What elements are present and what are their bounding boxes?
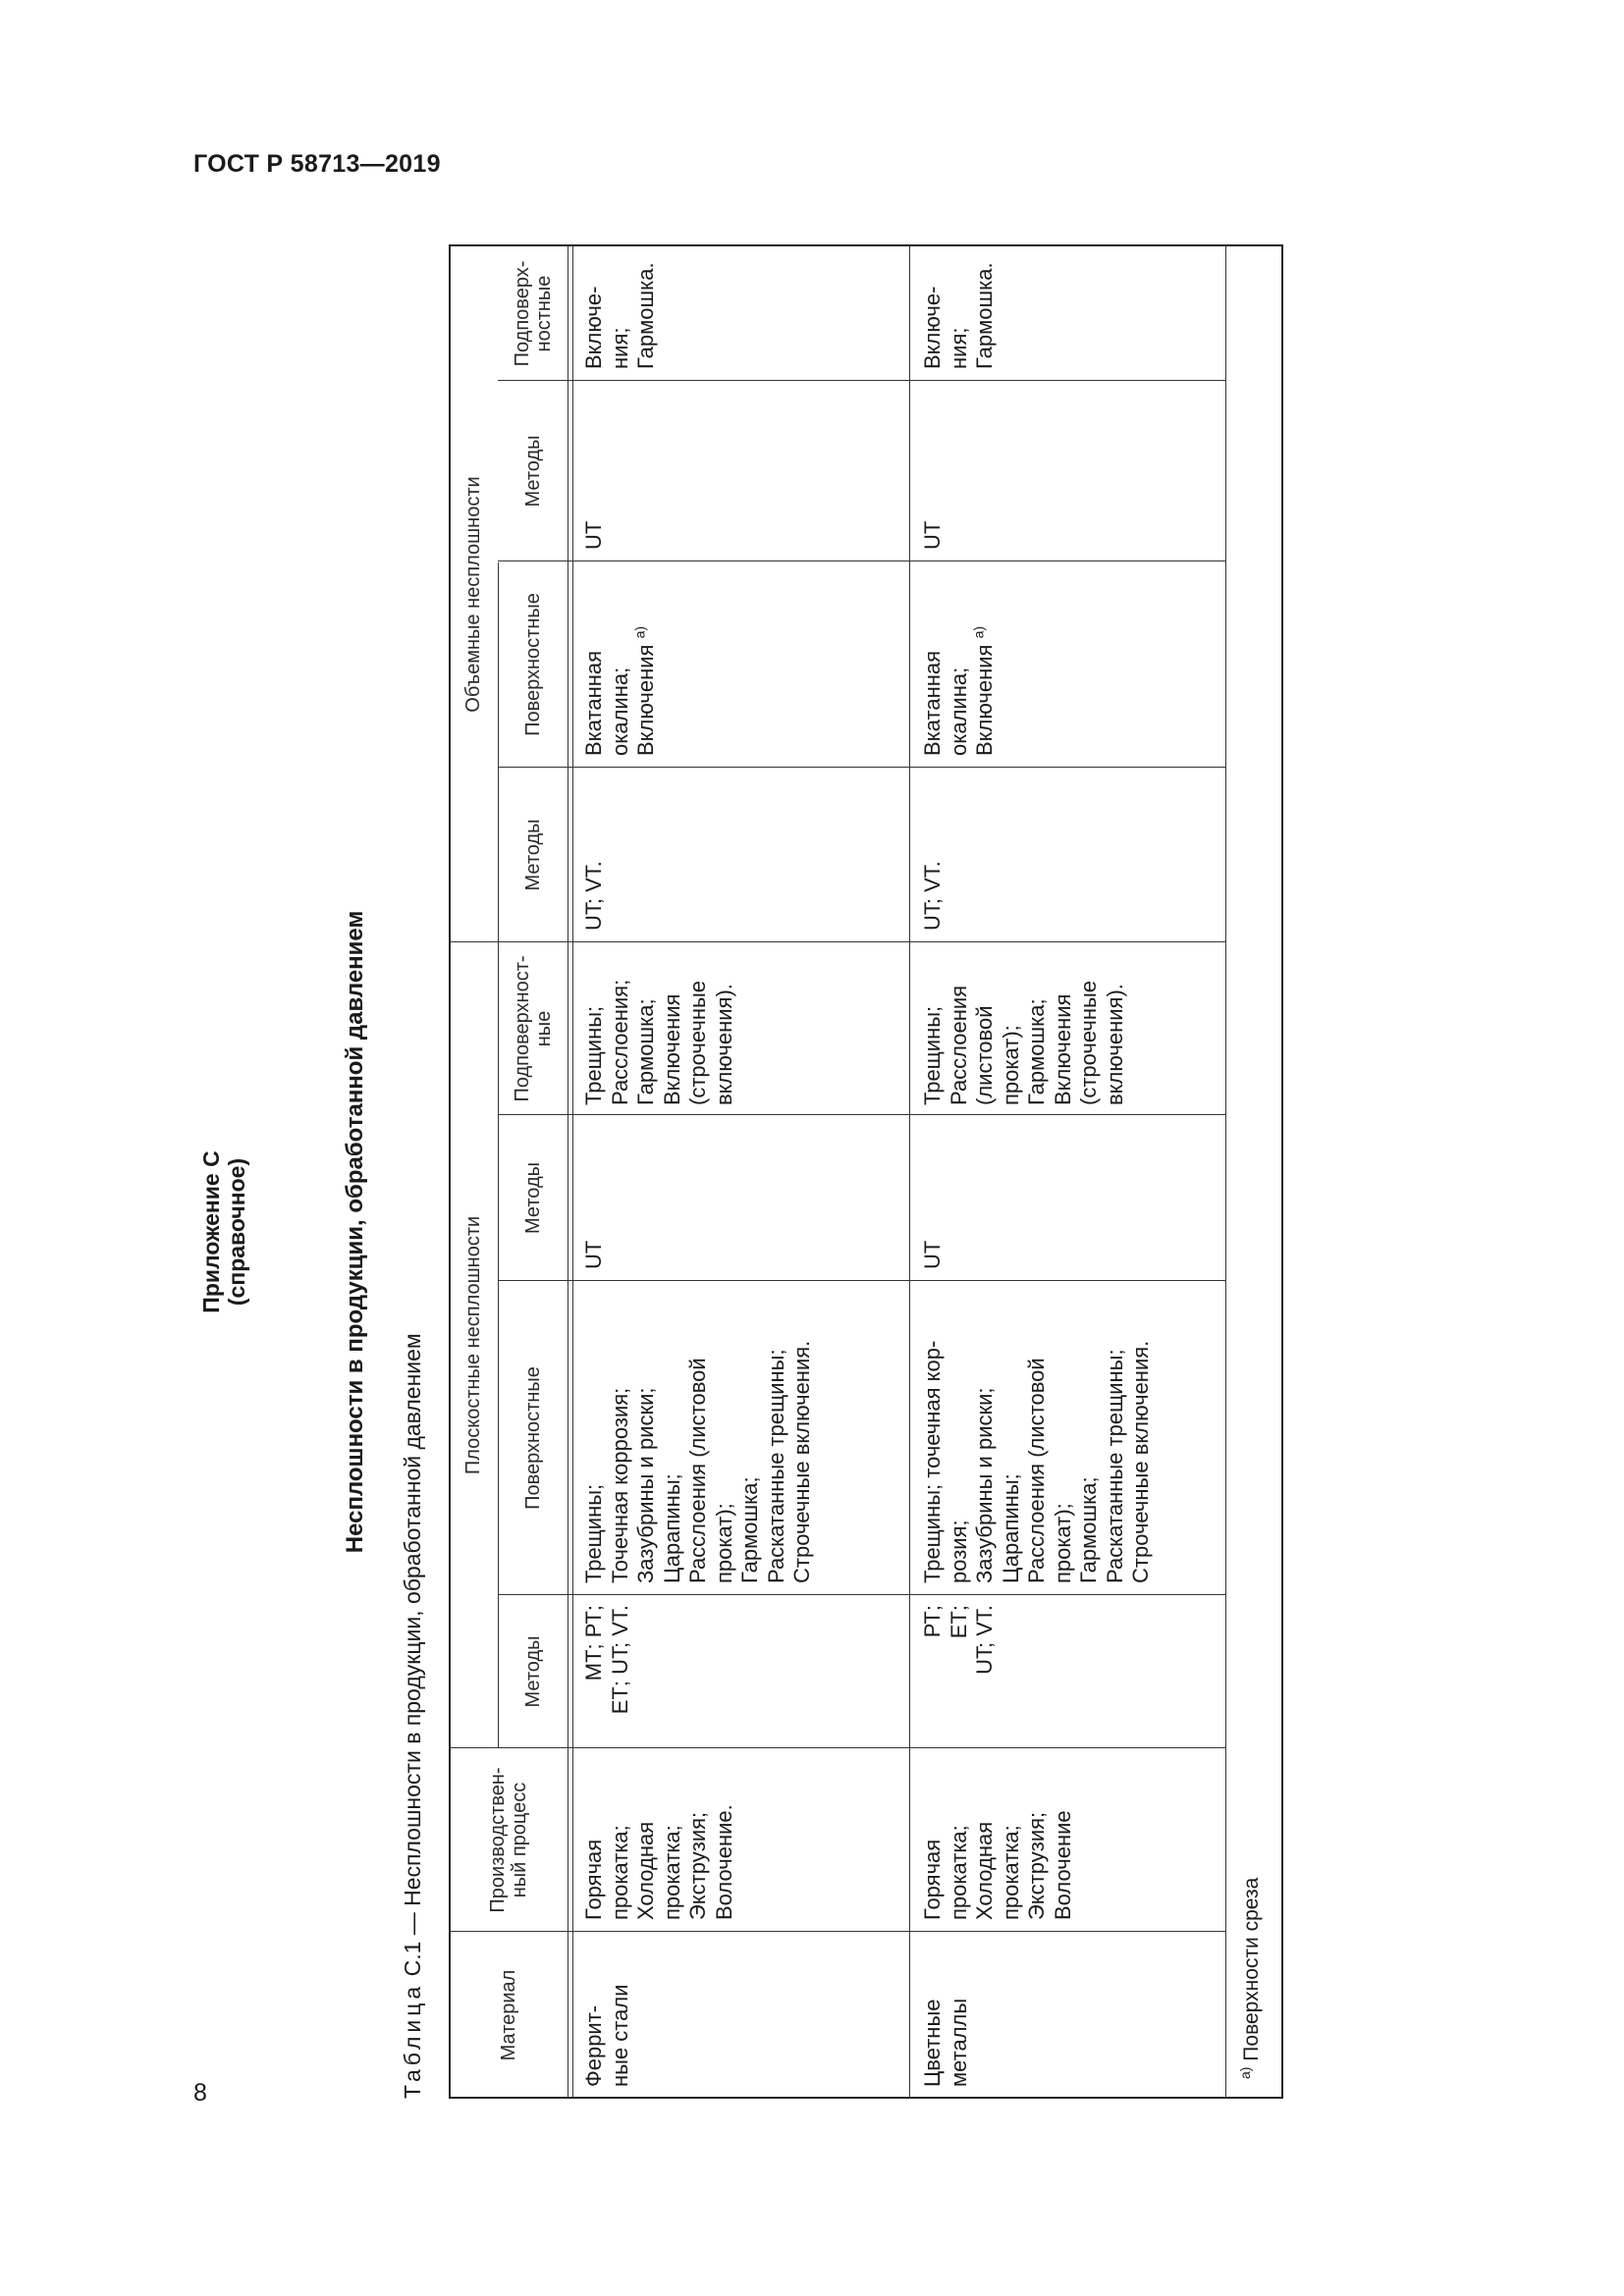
r0-planar-subsurface: Трещины; Расслоения; Гармошка; Включения (строчечные включения). (581, 979, 736, 1105)
r0-volume-methods: UT; VT. (581, 861, 606, 931)
table-caption-text: С.1 — Несплошности в продукции, обработанной давлением (400, 1333, 425, 1977)
rule-col-4 (498, 1280, 1225, 1281)
table-caption-prefix: Таблица (400, 1982, 425, 2099)
r0-volume-sub-methods: UT (581, 520, 606, 550)
r1-volume-sub-methods: UT (920, 520, 945, 550)
table-caption (400, 1333, 426, 2099)
r1-planar-sub-methods: UT (920, 1240, 945, 1269)
appendix-subtitle: (справочное) (224, 1157, 249, 1307)
header-planar-sub-methods: Методы (521, 1162, 544, 1235)
r1-process: Горячая прокатка; Холодная прокатка; Экструзия; Волочение (920, 1810, 1075, 1920)
appendix-title: Приложение С (198, 1150, 224, 1313)
header-planar-methods: Методы (521, 1635, 544, 1708)
header-material: Материал (497, 1969, 519, 2061)
rule-row-separator (909, 246, 910, 2099)
r1-planar-methods: РТ; ЕТ; UT; VT. (920, 1605, 997, 1675)
table-footnote (1237, 1877, 1264, 2079)
r0-material: Феррит- ные стали (581, 1984, 632, 2087)
discontinuities-table (449, 246, 1281, 2099)
footnote-mark: а) (1237, 2066, 1253, 2079)
r0-planar-methods: МТ; РТ; ЕТ; UT; VT. (581, 1605, 632, 1715)
rule-col-5 (498, 1114, 1225, 1115)
footnote-text: Поверхности среза (1240, 1877, 1263, 2061)
document-header: ГОСТ Р 58713—2019 (193, 150, 441, 178)
header-planar-surface: Поверхностные (521, 1366, 544, 1510)
r1-planar-subsurface: Трещины; Расслоения (листовой прокат); Гармошка; Включения (строчечные включения). (920, 980, 1127, 1105)
r1-volume-subsurface: Включе- ния; Гармошка. (920, 262, 997, 369)
r1-planar-surface: Трещины; точечная кор- розия; Зазубрины и риски; Царапины; Расслоения (листовой прокат); Гармошка; Раскатанные трещины; Строчечные включения. (920, 1340, 1153, 1583)
r1-volume-methods: UT; VT. (920, 861, 945, 931)
table-frame (449, 244, 1283, 2099)
rule-footnote (1225, 246, 1226, 2099)
r0-volume-subsurface: Включе- ния; Гармошка. (581, 262, 658, 369)
r0-process: Горячая прокатка; Холодная прокатка; Экструзия; Волочение. (581, 1804, 736, 1920)
header-volume-surface: Поверхностные (521, 593, 544, 736)
rule-col-7 (498, 767, 1225, 768)
r0-planar-surface: Трещины; Точечная коррозия; Зазубрины и риски; Царапины; Расслоения (листовой прокат); Гармошка; Раскатанные трещины; Строчечные включения. (581, 1340, 814, 1583)
r0-planar-sub-methods: UT (581, 1240, 606, 1269)
r1-material: Цветные металлы (920, 1998, 971, 2087)
header-group-volume: Объемные несплошности (462, 476, 484, 713)
rotated-content (177, 196, 1335, 2268)
header-volume-methods: Методы (521, 819, 544, 891)
rule-header-bottom-2 (572, 246, 573, 2099)
r0-footnote-ref: а) (631, 625, 648, 639)
header-planar-subsurface: Подповерхност- ные (511, 955, 555, 1102)
r0-volume-surface: Вкатанная окалина; Включения $^{а)}$ (581, 625, 658, 756)
rule-col-3 (498, 1594, 1225, 1595)
header-process: Производствен- ный процесс (486, 1767, 530, 1913)
r1-volume-surface: Вкатанная окалина; Включения $^{а)}$ (920, 625, 997, 756)
rule-col-9 (498, 380, 1225, 381)
main-title: Несплошности в продукции, обработанной давлением (342, 910, 368, 1554)
header-group-planar: Плоскостные несплошности (462, 1215, 484, 1475)
page-number: 8 (193, 2079, 207, 2107)
header-volume-sub-methods: Методы (521, 435, 544, 507)
header-volume-subsurface: Подповерх- ностные (511, 260, 555, 367)
r1-footnote-ref: а) (970, 625, 987, 639)
